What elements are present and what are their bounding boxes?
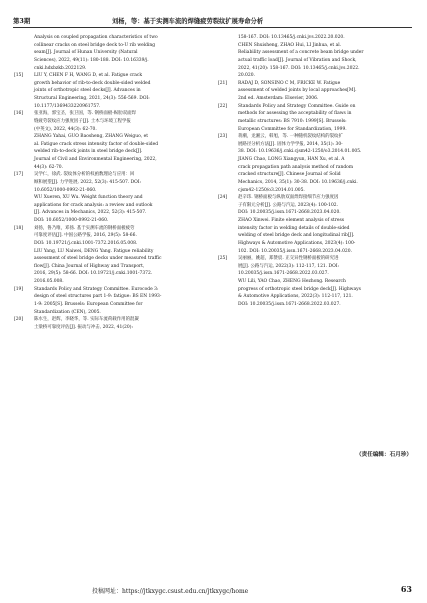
submission-url: 投稿网址：https://jtkxygc.csust.edu.cn/jtkxygc/home	[92, 588, 249, 595]
reference-line: 土梁桥可靠度评估[J]. 振动与冲击, 2022, 41(20):	[34, 324, 133, 330]
reference-line: welded rib-to-deck joints in steel bridge deck[J].	[34, 149, 143, 155]
reference-line: al. Fatigue crack stress intensity factor of double-sided	[34, 141, 159, 147]
reference-line: 2nd ed. Amsterdam: Elsevier, 2006.	[238, 96, 319, 101]
reference-entry	[14, 316, 209, 331]
reference-line: 44(3): 62-70.	[34, 164, 64, 170]
reference-line: 2016.05.008.	[34, 279, 64, 284]
reference-entry	[14, 225, 209, 286]
reference-line: LIU Y, CHEN F H, WANG D, et al. Fatigue crack	[34, 73, 143, 79]
reference-text	[34, 72, 209, 110]
reference-line: Mechanics, 2014, 35(1): 30-38. DOI: 10.19636/j.cnki.	[238, 179, 358, 185]
reference-text	[238, 34, 415, 80]
reference-line: DOI: 10.6052/1000-0992-21-060.	[34, 218, 109, 223]
reference-line: 10.20035/j.issn.1671-2668.2022.03.027.	[238, 271, 329, 277]
reference-line: 38. DOI: 10.19636/j.cnki.cjsm42-1250/o3.2014.01.005.	[238, 149, 362, 155]
reference-line: & Automotive Applications, 2022(3): 112-117, 121.	[238, 294, 353, 300]
reference-line: intensity factor in welding details of double-sided	[238, 225, 350, 231]
reference-line: progress of orthotropic steel bridge deck[J]. Highways	[238, 286, 361, 292]
reference-line: crack propagation path analysis method of random	[238, 164, 354, 170]
page-number: 63	[400, 584, 412, 594]
reference-line: flow[J]. China Journal of Highway and Transport,	[34, 263, 145, 269]
reference-number	[14, 34, 34, 72]
reference-line: [J]. Advances in Mechanics, 2022, 52(3): 415-507.	[34, 210, 147, 216]
reference-entry	[218, 103, 415, 134]
reference-line: Journal of Civil and Environmental Engineering, 2022,	[34, 157, 157, 162]
reference-number: [19]	[14, 286, 24, 292]
reference-line: 缝疲劳裂纹应力强度因子[J]. 土木与环境工程学报	[34, 118, 131, 124]
reference-line: cracked structure[J]. Chinese Journal of Solid	[238, 172, 341, 178]
reference-entry	[14, 110, 209, 171]
reference-line: WU Lili, YAO Chao, ZHENG Hezhong. Research	[238, 279, 346, 284]
reference-text	[34, 316, 209, 331]
reference-line: assessment of welded joints by local approaches[M].	[238, 88, 357, 94]
reference-line: ZHANG Yahai, GUO Baosheng, ZHANG Weiguo, et	[34, 134, 149, 140]
reference-line: 蒋潮，龙湘云，韩旭，等. 一种随机裂纹结构的裂纹扩	[238, 134, 343, 140]
reference-text	[238, 194, 415, 255]
reference-line: RADAJ D, SONSINO C M, FRICKE W. Fatigue	[238, 80, 341, 86]
reference-line: cjsm42-1250/o3.2014.01.005.	[238, 187, 305, 193]
reference-line: 可靠度评估[J]. 中国公路学报, 2016, 29(5): 58-66.	[34, 233, 137, 239]
reference-line: Structural Engineering, 2021, 24(3): 556-569. DOI:	[34, 96, 150, 101]
reference-text	[34, 171, 209, 224]
references-right-column	[218, 34, 415, 309]
reference-line: Highways & Automotive Applications, 2023(4): 100-	[238, 240, 356, 246]
reference-number	[218, 34, 238, 80]
reference-line: 2022, 41(20): 158-167. DOI: 10.13465/j.cnki.jvs.2022.	[238, 65, 360, 71]
reference-text	[238, 80, 415, 103]
reference-number: [23]	[218, 134, 228, 140]
reference-line: Standardization (CEN), 2005.	[34, 309, 101, 315]
reference-number: [18]	[14, 225, 24, 231]
reference-line: 展[J]. 公路与汽运, 2022(3): 112-117, 121. DOI:	[238, 263, 339, 269]
reference-line: cnki.hdxbzkb.2022129.	[34, 65, 87, 71]
running-header: 刘杨，等：基于实测车流的焊缝疲劳裂纹扩展寿命分析	[112, 18, 264, 25]
reference-line: CHEN Shuisheng, ZHAO Hui, LI Jinhua, et al.	[238, 42, 342, 48]
reference-text	[34, 225, 209, 286]
reference-number: [21]	[218, 80, 228, 86]
reference-line: DOI: 10.20035/j.issn.1671-2668.2023.04.020.	[238, 210, 341, 216]
reference-line: 展路径分析方法[J]. 固体力学学报, 2014, 35(1): 30-	[238, 141, 343, 147]
reference-line: DOI: 10.20035/j.issn.1671-2668.2022.03.027.	[238, 301, 341, 307]
reference-line: (中英文), 2022, 44(3): 62-70.	[34, 126, 97, 132]
reference-text	[238, 255, 415, 308]
reference-line: 20.020.	[238, 73, 255, 79]
reference-line: 10.6052/1000-0992-21-060.	[34, 187, 97, 193]
reference-number: [24]	[218, 195, 228, 201]
reference-line: 陈水生，赵辉，李晓华，等. 实际车流荷载作用的混凝	[34, 317, 139, 323]
reference-line: 张亚海，郭宝圣，张卫国，等. 钢桥面板-纵肋双面焊	[34, 111, 136, 117]
reference-line: metallic structures: BS 7910: 1999[S]. Brussels:	[238, 118, 347, 124]
references-left-column	[14, 34, 209, 331]
reference-text	[34, 34, 209, 72]
reference-line: collinear cracks on steel bridge deck to-U rib welding	[34, 42, 156, 48]
reference-line: 1-9: 2005[S]. Brussels: European Committee for	[34, 301, 143, 307]
reference-entry	[14, 286, 209, 317]
reference-number: [20]	[14, 317, 24, 323]
reference-line: welding of steel bridge deck and longitudinal rib[J].	[238, 233, 355, 239]
reference-entry	[14, 171, 209, 224]
reference-line: 158-167. DOI: 10.13465/j.cnki.jvs.2022.20.020.	[238, 35, 345, 40]
reference-line: actual traffic load[J]. Journal of Vibration and Shock,	[238, 57, 357, 63]
reference-line: assessment of steel bridge decks under measured traffic	[34, 256, 162, 262]
reference-line: growth behavior of rib-to-deck double-sided welded	[34, 80, 151, 86]
reference-line: 赵辛玮. 钢桥面板与纵肋双面焊焊接细节应力强度因	[238, 195, 339, 201]
reference-line: 102. DOI: 10.20035/j.issn.1671-2668.2023.04.020.	[238, 248, 352, 254]
reference-number: [15]	[14, 73, 24, 79]
reference-line: methods for assessing the acceptability of flaws in	[238, 111, 352, 117]
reference-line: ZHAO Xinwei. Finite element analysis of stress	[238, 218, 345, 223]
journal-issue: 第3期	[13, 17, 31, 25]
reference-line: 10.1177/1369433220961757.	[34, 103, 101, 109]
reference-entry	[14, 72, 209, 110]
reference-line: European Committee for Standardization, 1999.	[238, 126, 347, 132]
reference-line: Standards Policy and Strategy Committee. Eurocode 3:	[34, 286, 159, 292]
reference-entry	[218, 34, 415, 80]
reference-line: Reliability assessment of a concrete beam bridge under	[238, 50, 364, 56]
reference-text	[238, 103, 415, 134]
reference-line: seam[J]. Journal of Hunan University (Natural	[34, 50, 138, 56]
reference-line: 顾和展望[J]. 力学进展, 2022, 52(3): 415-507. DOI:	[34, 179, 142, 185]
reference-text	[34, 286, 209, 317]
reference-line: LIU Yang, LU Naiwei, DENG Yang. Fatigue reliability	[34, 248, 154, 254]
reference-number: [17]	[14, 172, 24, 178]
reference-entry	[218, 80, 415, 103]
reference-entry	[218, 133, 415, 194]
reference-line: 子有限元分析[J]. 公路与汽运, 2023(4): 100-102.	[238, 202, 339, 208]
reference-text	[238, 133, 415, 194]
reference-text	[34, 110, 209, 171]
reference-line: design of steel structures part 1-9: fatigue: BS EN 1993-	[34, 294, 162, 300]
reference-number: [25]	[218, 256, 228, 262]
header-rule	[13, 27, 412, 28]
reference-line: DOI: 10.19721/j.cnki.1001-7372.2016.05.008.	[34, 240, 138, 246]
reference-line: Standards Policy and Strategy Committee. Guide on	[238, 103, 356, 109]
reference-line: 刘扬，鲁乃唯，邓扬. 基于实测车流的钢桥面板疲劳	[34, 225, 135, 231]
reference-line: Analysis on coupled propagation characteristics of two	[34, 35, 158, 40]
reference-line: WU Xueren, XU Wu. Weight function theory and	[34, 195, 143, 201]
reference-entry	[218, 255, 415, 308]
reference-number: [16]	[14, 111, 24, 117]
reference-entry	[14, 34, 209, 72]
reference-line: applications for crack analysis: a review and outlook	[34, 202, 153, 208]
reference-line: 吴丽丽，姚超，郑赞宸. 正交异性钢桥面板的研究进	[238, 256, 339, 262]
reference-line: Sciences), 2022, 49(11): 180-188. DOI: 10.16339/j.	[34, 57, 149, 63]
reference-line: 吴学仁，徐武. 裂纹体分析的权函数理论与应用：回	[34, 172, 135, 178]
reference-line: 2016, 29(5): 58-66. DOI: 10.19721/j.cnki.1001-7372.	[34, 271, 153, 277]
reference-line: JIANG Chao, LONG Xiangyun, HAN Xu, et al. A	[238, 157, 345, 162]
reference-entry	[218, 194, 415, 255]
reference-number: [22]	[218, 103, 228, 109]
editor-note: （责任编辑：石月珍）	[356, 452, 412, 458]
reference-line: joints of orthotropic steel decks[J]. Advances in	[34, 88, 141, 94]
